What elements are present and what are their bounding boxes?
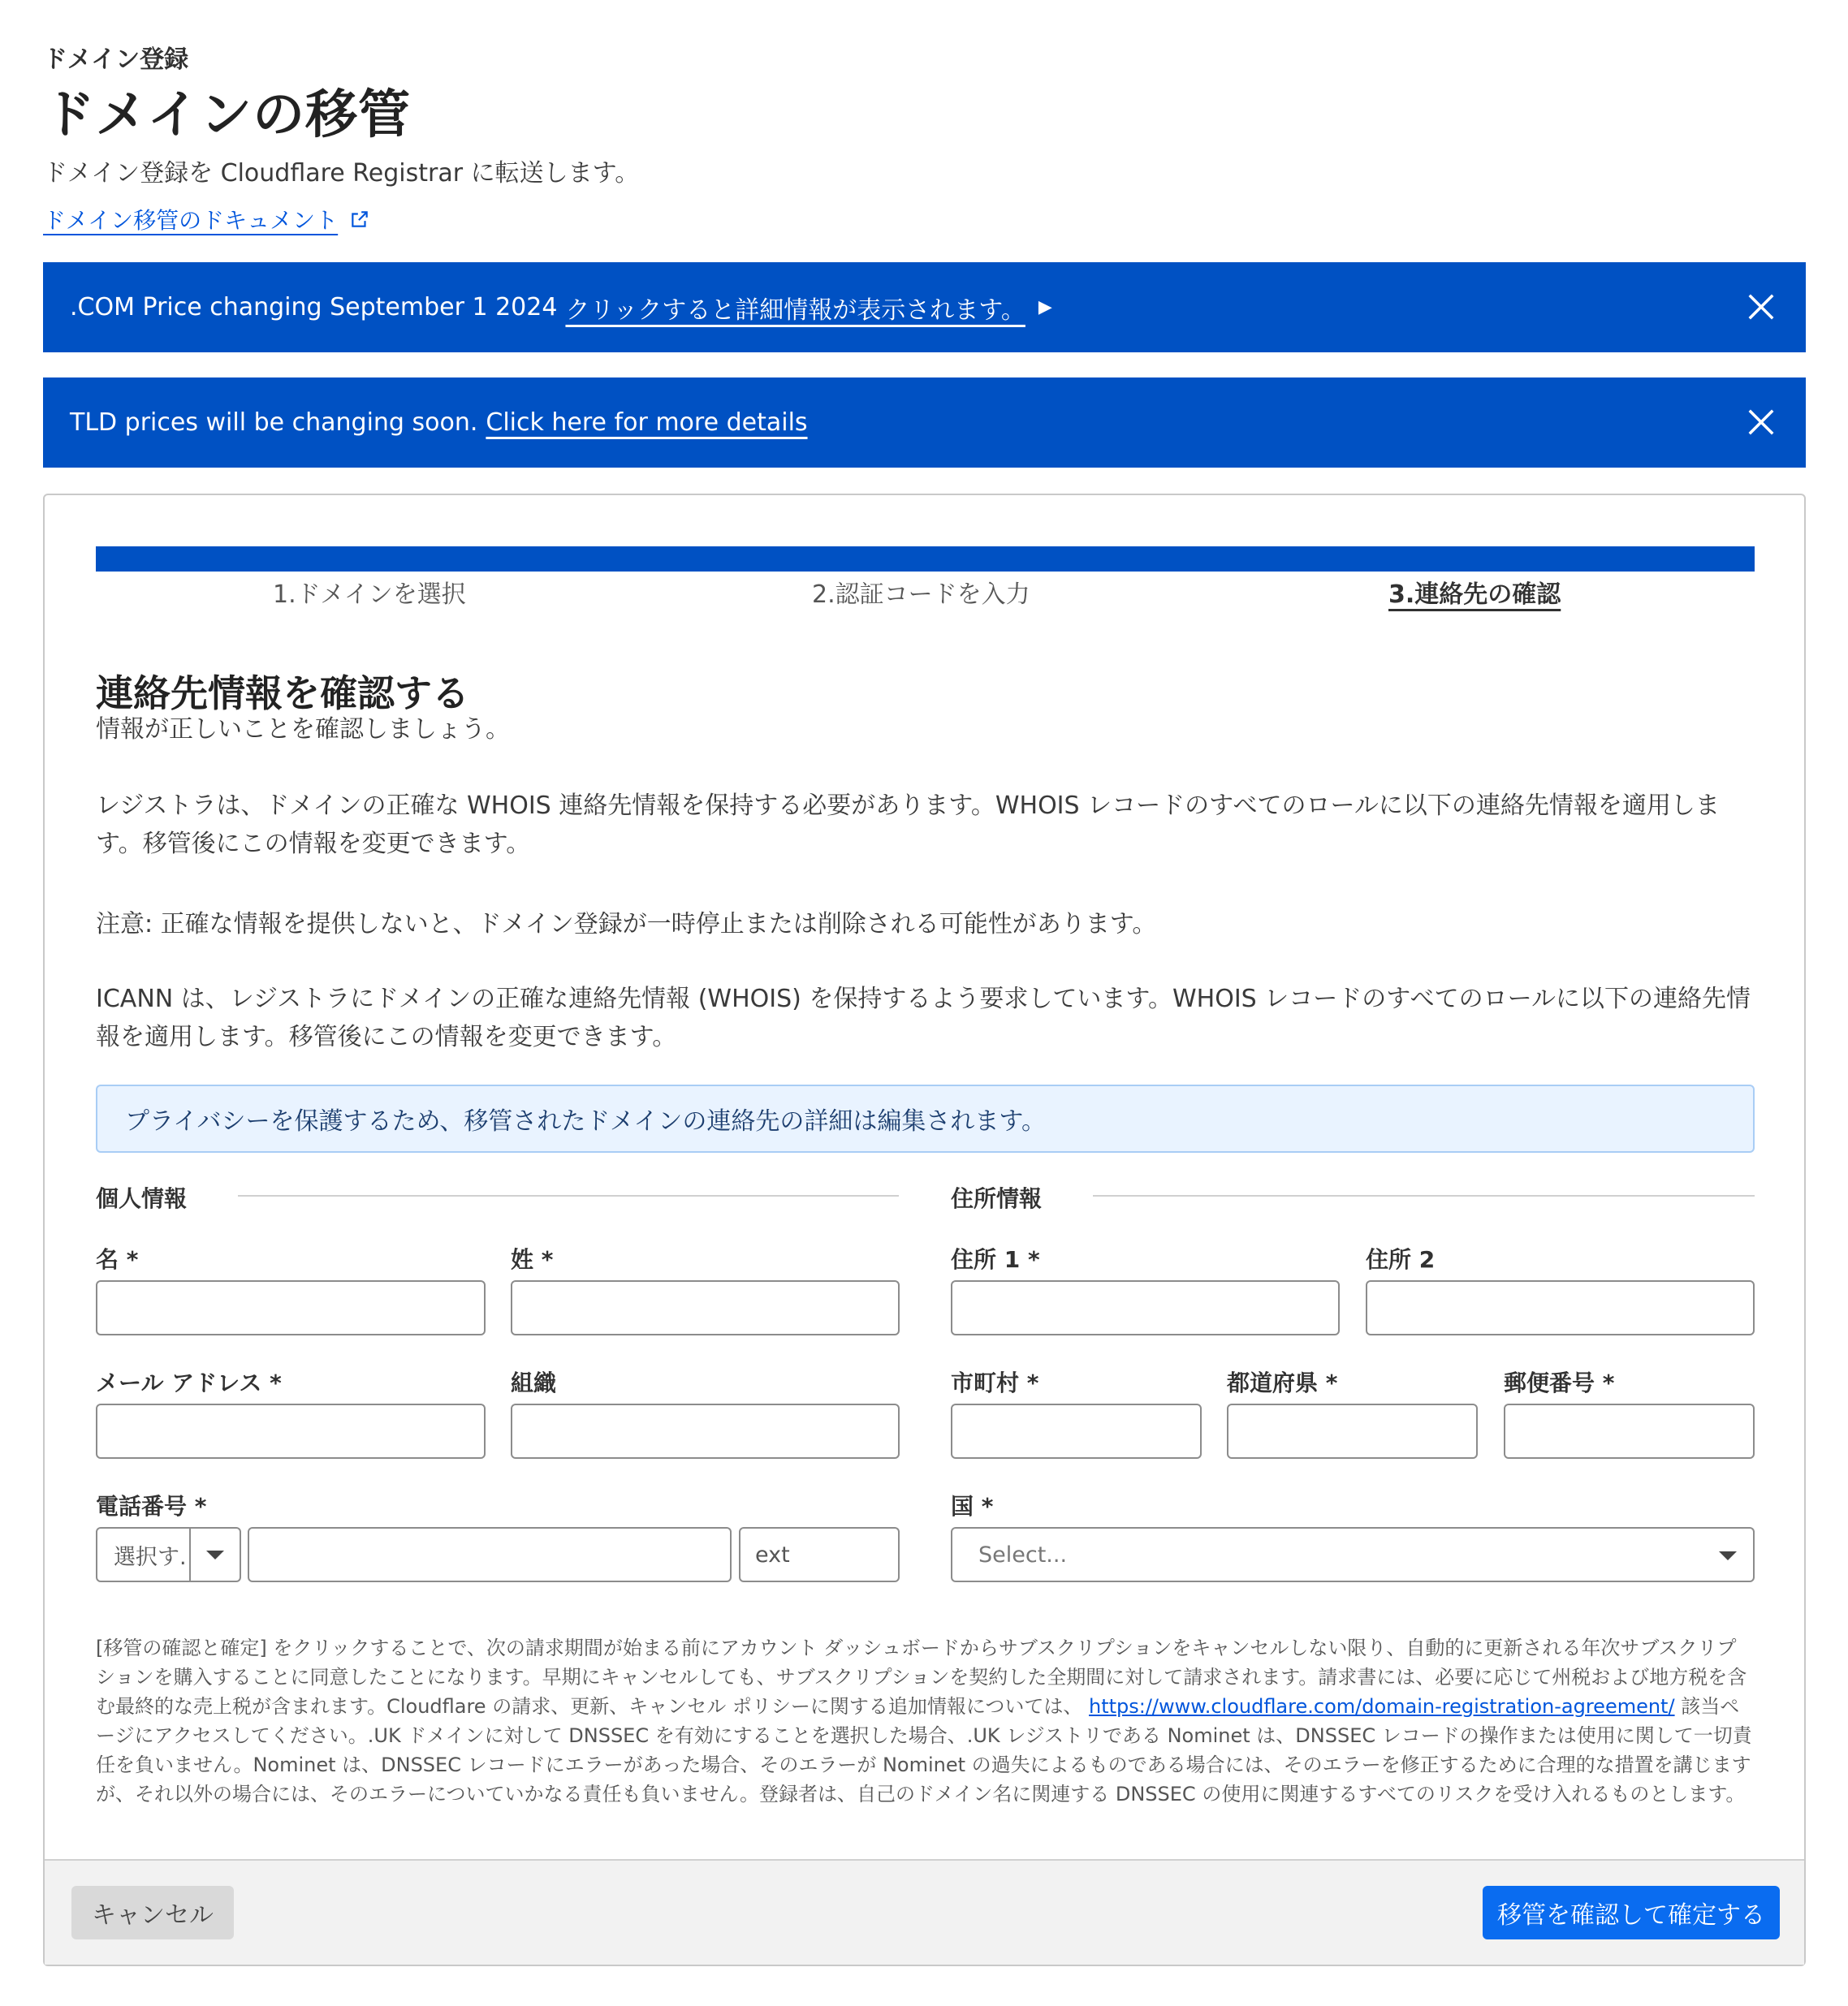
- postal-code-label: 郵便番号 *: [1504, 1370, 1615, 1396]
- caret-down-icon[interactable]: [1719, 1551, 1737, 1560]
- confirm-transfer-button[interactable]: 移管を確認して確定する: [1483, 1886, 1780, 1939]
- postal-code-input[interactable]: [1504, 1404, 1755, 1459]
- phone-country-code-select[interactable]: [96, 1527, 241, 1582]
- caret-right-icon[interactable]: ▶: [1038, 297, 1052, 317]
- step-confirm-contact[interactable]: 3.連絡先の確認: [1388, 580, 1561, 609]
- close-icon[interactable]: [1746, 407, 1777, 438]
- tld-price-banner-text: TLD prices will be changing soon.: [70, 408, 478, 437]
- com-price-details-link[interactable]: クリックすると詳細情報が表示されます。: [565, 296, 1025, 325]
- phone-ext-placeholder: ext: [755, 1542, 790, 1568]
- transfer-docs-link-label: ドメイン移管のドキュメント: [43, 207, 339, 234]
- com-price-banner: [43, 262, 1806, 352]
- legal-terms: [96, 1633, 1755, 1809]
- com-price-banner-text: .COM Price changing September 1 2024: [70, 293, 558, 321]
- page-subtitle: ドメイン登録を Cloudflare Registrar に転送します。: [43, 159, 640, 188]
- step-select-domain[interactable]: 1.ドメインを選択: [273, 580, 466, 609]
- divider: [238, 1195, 899, 1197]
- dropdown-toggle[interactable]: [189, 1529, 240, 1581]
- whois-paragraph: レジストラは、ドメインの正確な WHOIS 連絡先情報を保持する必要があります。WHOIS レコードのすべてのロールに以下の連絡先情報を適用します。移管後にこの情報を変更できます。: [96, 792, 1720, 858]
- phone-label: 電話番号 *: [96, 1493, 207, 1520]
- email-input[interactable]: [96, 1404, 486, 1459]
- last-name-label: 姓 *: [511, 1246, 554, 1273]
- progress-bar: [96, 546, 1755, 572]
- address2-label: 住所 2: [1366, 1246, 1436, 1273]
- phone-country-code-placeholder: 選択す.: [114, 1544, 187, 1570]
- tld-price-details-link[interactable]: Click here for more details: [486, 408, 808, 437]
- breadcrumb: ドメイン登録: [43, 45, 189, 74]
- phone-number-input[interactable]: [248, 1527, 732, 1582]
- caret-down-icon: [206, 1551, 224, 1560]
- icann-paragraph: ICANN は、レジストラにドメインの正確な連絡先情報 (WHOIS) を保持するよう要求しています。WHOIS レコードのすべてのロールに以下の連絡先情報を適用します。移管後にこの情報を変更できます。: [96, 985, 1751, 1051]
- transfer-docs-link[interactable]: [43, 203, 370, 235]
- organization-label: 組織: [511, 1370, 557, 1396]
- address1-label: 住所 1 *: [951, 1246, 1040, 1273]
- city-label: 市町村 *: [951, 1370, 1039, 1396]
- first-name-input[interactable]: [96, 1280, 486, 1335]
- first-name-label: 名 *: [96, 1246, 139, 1273]
- address2-input[interactable]: [1366, 1280, 1755, 1335]
- tld-price-banner: [43, 377, 1806, 468]
- privacy-notice: プライバシーを保護するため、移管されたドメインの連絡先の詳細は編集されます。: [96, 1085, 1755, 1153]
- external-link-icon: [349, 209, 370, 230]
- registration-agreement-link[interactable]: https://www.cloudflare.com/domain-registration-agreement/: [1088, 1695, 1675, 1718]
- legal-terms-text-continued: 該当ページにアクセスしてください。.UK ドメインに対して DNSSEC を有効にすることを選択した場合、.UK レジストリである Nominet は、DNSSEC レコードの操作または使用に関して一切責任を負いません。Nominet は、DNSSEC レコードにエラーがあった場合、そのエラーが Nominet の過失によるものである場合には、そのエラーを修正するために合理的な措置を講じますが、それ以外の場合には、そのエラーについていかなる責任も負いません。登録者は、自己のドメイン名に関連する DNSSEC の使用に関連するすべてのリスクを受け入れるものとします。: [96, 1695, 1752, 1805]
- state-label: 都道府県 *: [1227, 1370, 1338, 1396]
- last-name-input[interactable]: [511, 1280, 900, 1335]
- page-title: ドメインの移管: [43, 85, 412, 145]
- organization-input[interactable]: [511, 1404, 900, 1459]
- step-auth-code[interactable]: 2.認証コードを入力: [812, 580, 1030, 609]
- city-input[interactable]: [951, 1404, 1202, 1459]
- close-icon[interactable]: [1746, 291, 1777, 322]
- legal-terms-text: [移管の確認と確定] をクリックすることで、次の請求期間が始まる前にアカウント ダッシュボードからサブスクリプションをキャンセルしない限り、自動的に更新される年次サブスクリプションを購入することに同意したことになります。早期にキャンセルしても、サブスクリプションを契約した全期間に対して請求されます。請求書には、必要に応じて州税および地方税を含む最終的な売上税が含まれます。Cloudflare の請求、更新、キャンセル ポリシーに関する追加情報については、: [96, 1637, 1747, 1718]
- warning-paragraph: 注意: 正確な情報を提供しないと、ドメイン登録が一時停止または削除される可能性があります。: [96, 910, 1157, 938]
- state-input[interactable]: [1227, 1404, 1478, 1459]
- country-label: 国 *: [951, 1493, 994, 1520]
- phone-ext-input[interactable]: [739, 1527, 900, 1582]
- section-title: 連絡先情報を確認する: [96, 671, 469, 715]
- personal-info-heading: 個人情報: [96, 1185, 188, 1212]
- divider: [1093, 1195, 1755, 1197]
- country-select[interactable]: [951, 1527, 1755, 1582]
- address-info-heading: 住所情報: [951, 1185, 1043, 1212]
- section-subtitle: 情報が正しいことを確認しましょう。: [96, 715, 510, 744]
- email-label: メール アドレス *: [96, 1370, 282, 1396]
- cancel-button[interactable]: キャンセル: [71, 1886, 234, 1939]
- country-select-placeholder: Select...: [978, 1542, 1068, 1568]
- address1-input[interactable]: [951, 1280, 1340, 1335]
